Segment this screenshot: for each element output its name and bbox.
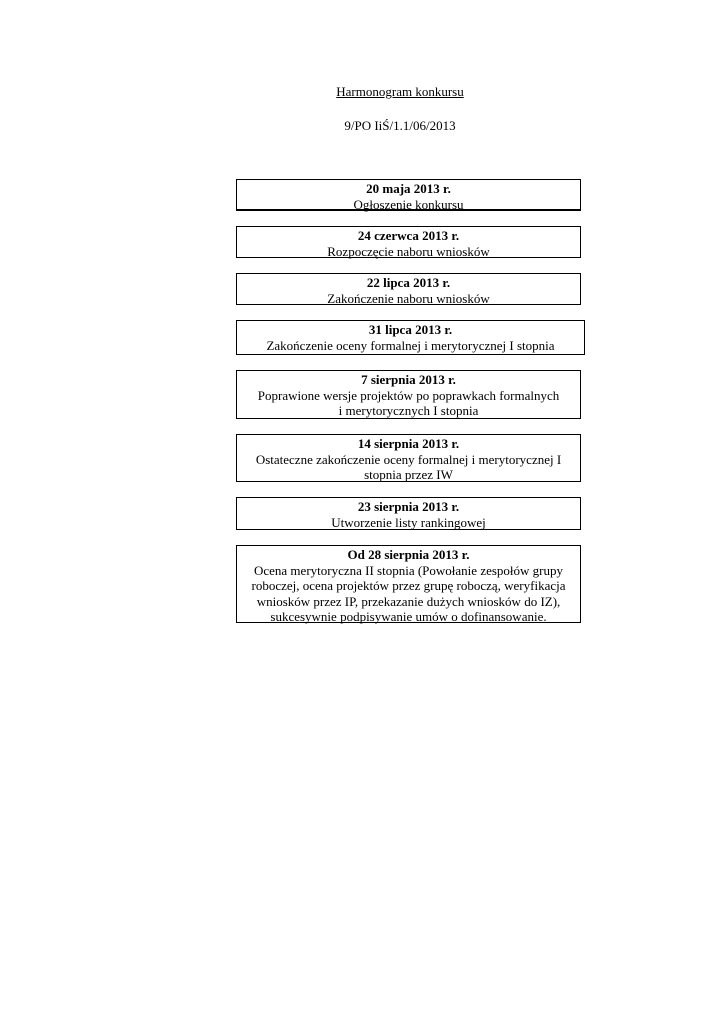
schedule-item-date: 23 sierpnia 2013 r. — [357, 499, 460, 514]
schedule-item-description: Ogłoszenie konkursu — [353, 196, 464, 212]
schedule-item-description: Zakończenie oceny formalnej i merytorycznej I stopnia — [266, 337, 555, 353]
schedule-item-date: 31 lipca 2013 r. — [368, 322, 453, 337]
schedule-item — [236, 545, 581, 623]
schedule-item-description: Zakończenie naboru wniosków — [327, 290, 490, 306]
schedule-item-date: 22 lipca 2013 r. — [366, 275, 451, 290]
competition-reference: 9/PO IiŚ/1.1/06/2013 — [344, 118, 456, 133]
schedule-item — [236, 370, 581, 419]
schedule-item-date: 20 maja 2013 r. — [366, 181, 451, 196]
schedule-item — [236, 226, 581, 258]
schedule-item-date: Od 28 sierpnia 2013 r. — [347, 547, 470, 562]
schedule-item-description: Poprawione wersje projektów po poprawkach formalnych i merytorycznych I stopnia — [257, 387, 560, 418]
schedule-item-description: Ostateczne zakończenie oceny formalnej i merytorycznej I stopnia przez IW — [255, 451, 562, 482]
schedule-item-date: 24 czerwca 2013 r. — [357, 228, 460, 243]
schedule-item-description: Rozpoczęcie naboru wniosków — [327, 243, 490, 259]
schedule-item-date: 14 sierpnia 2013 r. — [357, 436, 460, 451]
schedule-item-description: Ocena merytoryczna II stopnia (Powołanie zespołów grupy roboczej, ocena projektów przez grupę roboczą, weryfikacja wniosków przez IP, przekazanie dużych wniosków do IZ), sukcesywnie podpisywanie umów o dofinansowanie. — [251, 562, 566, 624]
schedule-item — [236, 273, 581, 305]
schedule-item — [236, 179, 581, 211]
schedule-item — [236, 320, 585, 355]
schedule-item — [236, 434, 581, 482]
schedule-item-date: 7 sierpnia 2013 r. — [361, 372, 456, 387]
schedule-item-description: Utworzenie listy rankingowej — [331, 514, 486, 530]
schedule-item — [236, 497, 581, 530]
page-title: Harmonogram konkursu — [336, 84, 464, 99]
